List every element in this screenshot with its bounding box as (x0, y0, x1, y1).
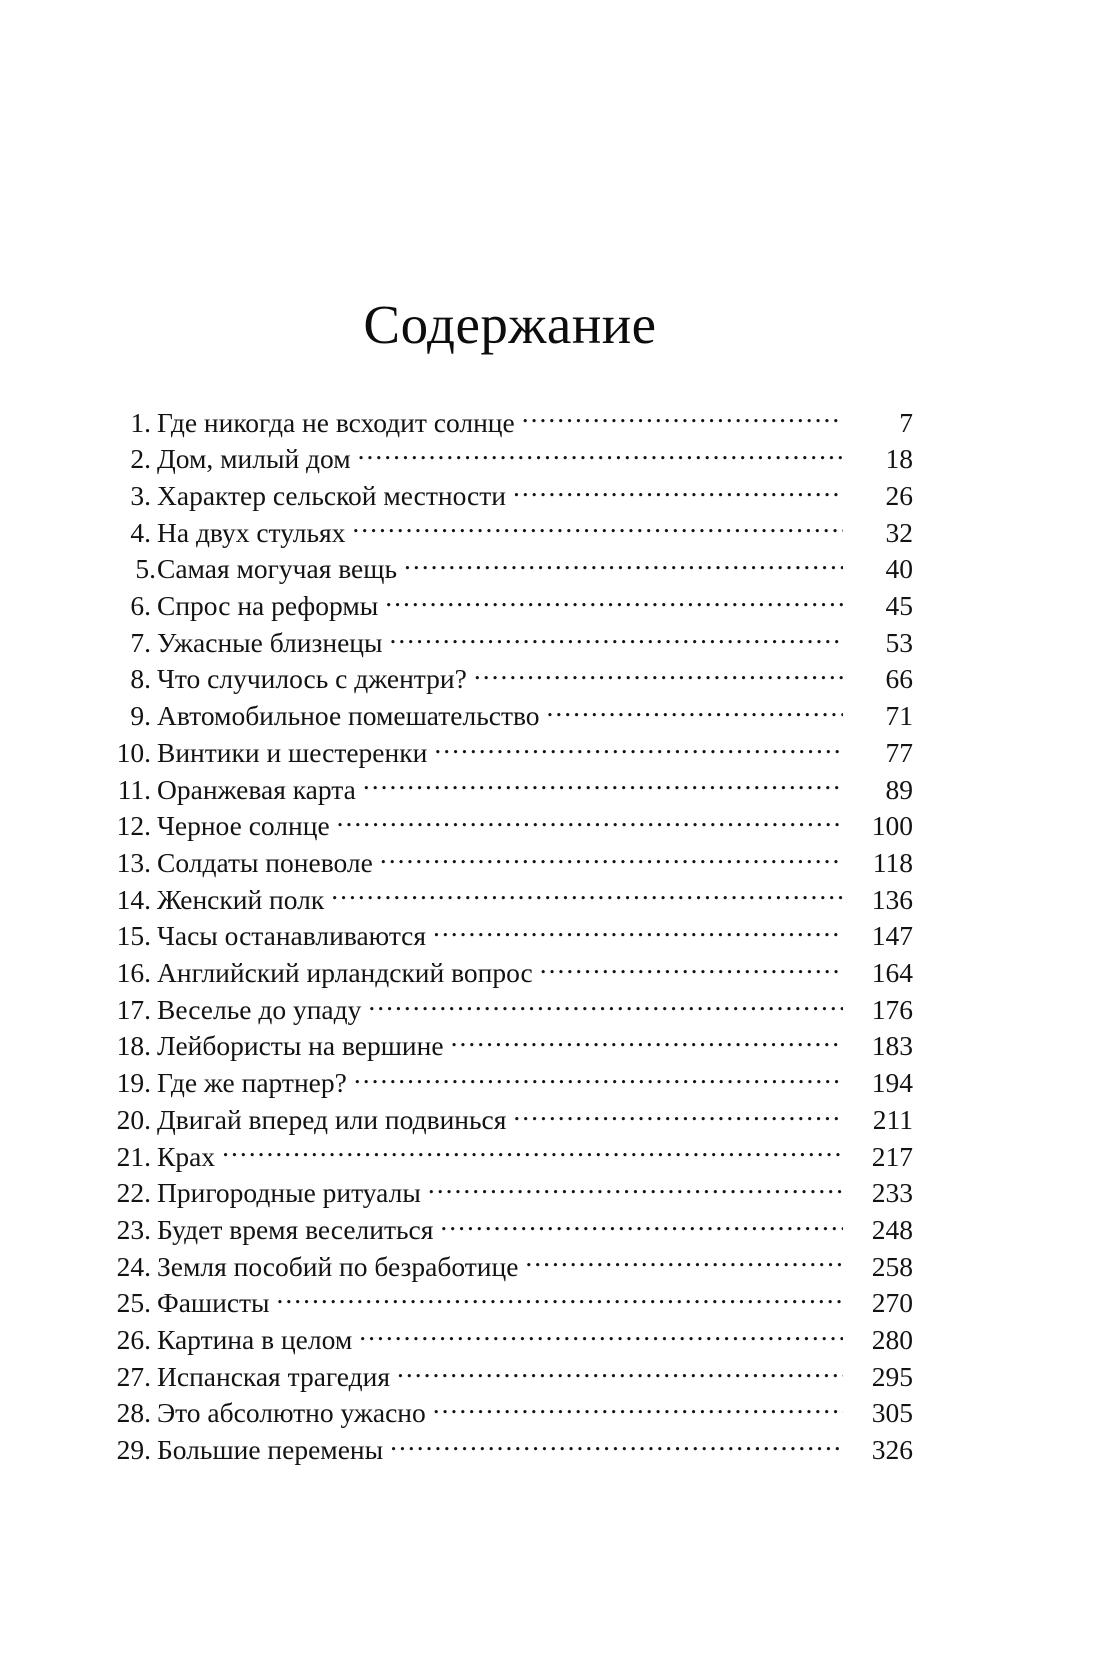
toc-entry-title: Самая могучая вещь (157, 553, 397, 585)
toc-entry-page-number: 164 (871, 957, 913, 989)
toc-entry-title: На двух стульях (157, 516, 346, 548)
toc-entry-number: 14. (116, 883, 151, 915)
toc-entry-number: 29. (116, 1434, 151, 1466)
toc-leader-dots (385, 588, 843, 616)
toc-entry-page-number: 136 (871, 883, 913, 915)
toc-entry-title: Большие перемены (157, 1434, 384, 1466)
toc-entry[interactable] (113, 1211, 913, 1248)
toc-entry-page-number: 147 (871, 920, 913, 952)
toc-entry-title: Солдаты поневоле (157, 846, 373, 878)
toc-leader-dots (451, 1028, 843, 1056)
toc-entry-page-number: 326 (871, 1434, 913, 1466)
toc-entry-number: 2. (130, 443, 151, 475)
toc-entry-number: 28. (116, 1397, 151, 1429)
toc-entry[interactable] (113, 404, 913, 441)
toc-entry-title: Часы останавливаются (157, 920, 427, 952)
toc-entry-title: Винтики и шестеренки (157, 736, 428, 768)
toc-entry-title: Картина в целом (157, 1324, 353, 1356)
toc-leader-dots (474, 661, 843, 689)
toc-entry-number: 7. (130, 626, 151, 658)
toc-leader-dots (433, 918, 843, 946)
toc-entry-number: 10. (116, 736, 151, 768)
toc-entry-number: 20. (116, 1103, 151, 1135)
toc-entry-page-number: 100 (871, 810, 913, 842)
toc-entry-page-number: 118 (872, 846, 913, 878)
toc-entry[interactable] (113, 771, 913, 808)
toc-entry[interactable] (113, 1395, 913, 1432)
toc-leader-dots (354, 1065, 843, 1093)
page-title: Содержание (363, 293, 657, 355)
toc-entry[interactable] (113, 1138, 913, 1175)
toc-leader-dots (547, 698, 843, 726)
toc-leader-dots (440, 1211, 843, 1239)
toc-entry-title: Испанская трагедия (157, 1360, 391, 1392)
toc-leader-dots (404, 551, 843, 579)
toc-entry-number: 16. (116, 957, 151, 989)
toc-leader-dots (352, 514, 843, 542)
toc-entry-title: Крах (157, 1140, 216, 1172)
toc-entry-number: 4. (130, 516, 151, 548)
toc-entry-page-number: 89 (885, 773, 913, 805)
toc-entry[interactable] (113, 1285, 913, 1322)
toc-entry-page-number: 26 (885, 479, 913, 511)
toc-leader-dots (428, 1175, 843, 1203)
toc-entry-title: Женский полк (157, 883, 325, 915)
toc-entry-title: Двигай вперед или подвинься (157, 1103, 507, 1135)
toc-leader-dots (368, 991, 843, 1019)
toc-entry-title: Земля пособий по безработице (157, 1250, 519, 1282)
toc-entry-title: Ужасные близнецы (157, 626, 383, 658)
toc-leader-dots (359, 1322, 843, 1350)
toc-entry-number: 1. (130, 406, 151, 438)
toc-entry-page-number: 77 (885, 736, 913, 768)
toc-entry-page-number: 248 (871, 1213, 913, 1245)
toc-entry-page-number: 18 (885, 443, 913, 475)
toc-entry-title: Это абсолютно ужасно (157, 1397, 426, 1429)
toc-entry-page-number: 7 (899, 406, 913, 438)
toc-entry[interactable] (113, 918, 913, 955)
toc-entry-page-number: 71 (885, 700, 913, 732)
toc-entry-title: Черное солнце (157, 810, 330, 842)
toc-entry-title: Лейбористы на вершине (157, 1030, 444, 1062)
toc-entry-number: 3. (130, 479, 151, 511)
toc-entry-title: Фашисты (157, 1287, 270, 1319)
toc-leader-dots (397, 1358, 843, 1386)
toc-entry[interactable] (113, 1358, 913, 1395)
toc-entry-number: 27. (116, 1360, 151, 1392)
toc-list (113, 404, 913, 1468)
toc-entry[interactable] (113, 1028, 913, 1065)
toc-entry-number: 23. (116, 1213, 151, 1245)
toc-entry-number: 13. (116, 846, 151, 878)
toc-entry-number: 12. (116, 810, 151, 842)
toc-entry[interactable] (113, 624, 913, 661)
toc-entry[interactable] (113, 1175, 913, 1212)
toc-leader-dots (390, 1432, 843, 1460)
toc-entry-page-number: 194 (871, 1067, 913, 1099)
toc-entry[interactable] (113, 514, 913, 551)
toc-entry[interactable] (113, 551, 913, 588)
toc-entry-number: 26. (116, 1324, 151, 1356)
toc-entry-page-number: 211 (872, 1103, 913, 1135)
toc-entry-page-number: 53 (885, 626, 913, 658)
toc-entry-page-number: 305 (871, 1397, 913, 1429)
toc-entry[interactable] (113, 881, 913, 918)
toc-entry[interactable] (113, 808, 913, 845)
toc-leader-dots (277, 1285, 843, 1313)
toc-leader-dots (331, 881, 843, 909)
toc-entry-page-number: 217 (871, 1140, 913, 1172)
toc-entry-title: Дом, милый дом (157, 443, 351, 475)
toc-leader-dots (337, 808, 843, 836)
toc-leader-dots (525, 1248, 843, 1276)
toc-leader-dots (389, 624, 843, 652)
toc-entry-page-number: 258 (871, 1250, 913, 1282)
toc-entry-title: Будет время веселиться (157, 1213, 434, 1245)
toc-leader-dots (222, 1138, 843, 1166)
toc-leader-dots (433, 1395, 843, 1423)
toc-entry-page-number: 40 (885, 553, 913, 585)
toc-entry[interactable] (113, 1432, 913, 1469)
toc-entry-page-number: 280 (871, 1324, 913, 1356)
toc-leader-dots (358, 441, 843, 469)
toc-entry-number: 15. (116, 920, 151, 952)
toc-entry[interactable] (113, 991, 913, 1028)
toc-entry-page-number: 176 (871, 993, 913, 1025)
toc-entry-title: Веселье до упаду (157, 993, 362, 1025)
toc-entry-number: 19. (116, 1067, 151, 1099)
toc-entry[interactable] (113, 477, 913, 514)
toc-leader-dots (540, 955, 843, 983)
toc-entry-number: 8. (130, 663, 151, 695)
toc-entry-number: 22. (116, 1177, 151, 1209)
toc-entry-title: Где же партнер? (157, 1067, 347, 1099)
toc-leader-dots (513, 477, 843, 505)
toc-entry-title: Спрос на реформы (157, 590, 379, 622)
toc-entry-title: Автомобильное помешательство (157, 700, 540, 732)
toc-entry[interactable] (113, 1101, 913, 1138)
toc-entry-number: 11. (117, 773, 151, 805)
toc-entry-page-number: 295 (871, 1360, 913, 1392)
toc-entry[interactable] (113, 441, 913, 478)
toc-entry-page-number: 45 (885, 590, 913, 622)
toc-leader-dots (380, 844, 843, 872)
toc-entry-title: Пригородные ритуалы (157, 1177, 421, 1209)
toc-entry[interactable] (113, 955, 913, 992)
toc-entry[interactable] (113, 698, 913, 735)
toc-entry-title: Оранжевая карта (157, 773, 356, 805)
toc-entry[interactable] (113, 588, 913, 625)
toc-entry-page-number: 233 (871, 1177, 913, 1209)
toc-entry-number: 6. (130, 590, 151, 622)
toc-entry[interactable] (113, 734, 913, 771)
toc-entry[interactable] (113, 661, 913, 698)
toc-leader-dots (363, 771, 843, 799)
toc-entry-page-number: 270 (871, 1287, 913, 1319)
toc-entry-page-number: 183 (871, 1030, 913, 1062)
toc-entry[interactable] (113, 1248, 913, 1285)
toc-entry-title: Что случилось с джентри? (157, 663, 467, 695)
toc-entry-page-number: 66 (885, 663, 913, 695)
toc-leader-dots (522, 404, 843, 432)
toc-entry-number: 25. (116, 1287, 151, 1319)
toc-entry-page-number: 32 (885, 516, 913, 548)
toc-entry-title: Где никогда не всходит солнце (157, 406, 515, 438)
toc-entry-number: 21. (116, 1140, 151, 1172)
toc-entry-number: 24. (116, 1250, 151, 1282)
toc-entry-number: 18. (116, 1030, 151, 1062)
toc-leader-dots (513, 1101, 843, 1129)
toc-entry-number: 5. (135, 553, 156, 585)
toc-entry-number: 9. (130, 700, 151, 732)
toc-entry[interactable] (113, 1322, 913, 1359)
toc-entry[interactable] (113, 1065, 913, 1102)
toc-entry[interactable] (113, 844, 913, 881)
toc-entry-title: Характер сельской местности (157, 479, 507, 511)
toc-entry-title: Английский ирландский вопрос (157, 957, 533, 989)
toc-entry-number: 17. (116, 993, 151, 1025)
toc-leader-dots (434, 734, 843, 762)
